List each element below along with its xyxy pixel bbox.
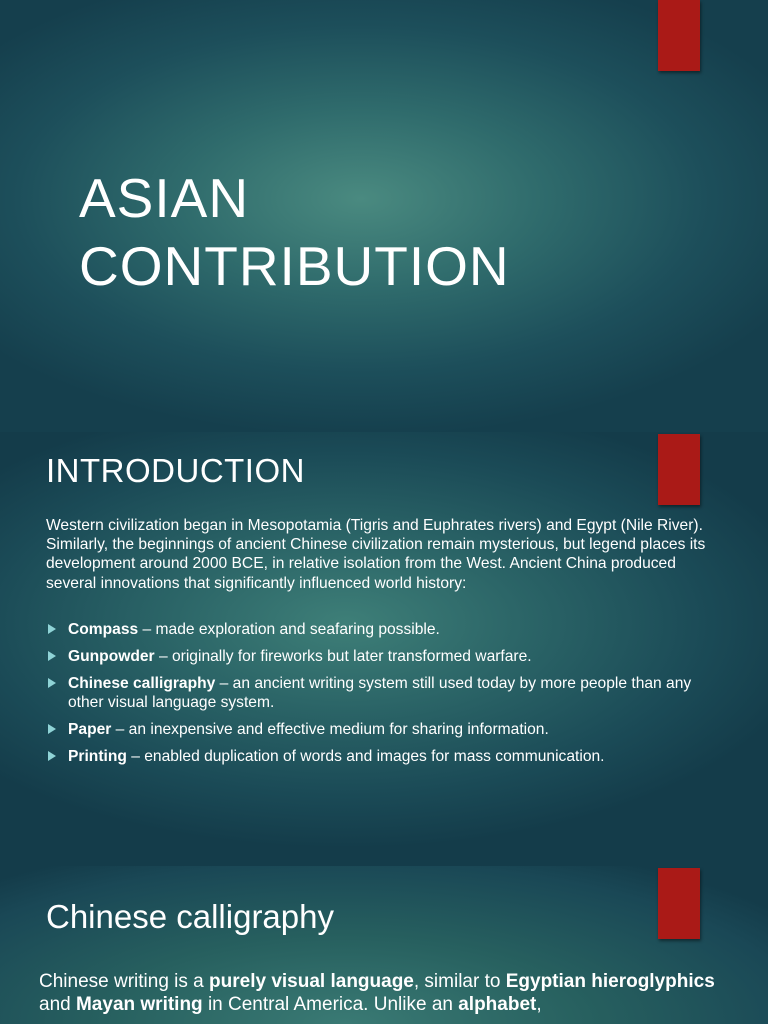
bullet-term: Compass: [68, 621, 139, 638]
calligraphy-paragraph: [39, 970, 729, 1016]
bullet-desc: – an ancient writing system still used today by more people than any other visual language system.: [68, 675, 692, 711]
bullet-desc: – enabled duplication of words and images for mass communication.: [126, 748, 605, 765]
bullet-arrow-icon: [48, 751, 56, 761]
list-item: [46, 647, 716, 666]
bullet-arrow-icon: [48, 678, 56, 688]
slide-heading: Chinese calligraphy: [46, 898, 334, 935]
list-item: [46, 674, 716, 712]
slide-chinese-calligraphy: [0, 866, 768, 1024]
bullet-term: Chinese calligraphy: [68, 675, 216, 692]
bullet-desc: – made exploration and seafaring possible.: [138, 621, 440, 638]
bullet-desc: – an inexpensive and effective medium for sharing information.: [111, 721, 549, 738]
list-item: [46, 747, 716, 766]
innovation-list: [46, 620, 716, 774]
bullet-term: Paper: [68, 721, 112, 738]
accent-bar: [658, 434, 700, 505]
list-item: [46, 720, 716, 739]
text-run: Chinese writing is a: [39, 971, 210, 992]
text-run: and: [39, 994, 76, 1015]
bullet-arrow-icon: [48, 624, 56, 634]
accent-bar: [658, 0, 700, 71]
accent-bar: [658, 868, 700, 939]
bullet-term: Gunpowder: [68, 648, 155, 665]
intro-paragraph: Western civilization began in Mesopotamia (Tigris and Euphrates rivers) and Egypt (Nile River). Similarly, the beginnings of ancient Chinese civilization remain mysterious, but legend places its development around 2000 BCE, in relative isolation from the West. Ancient China produced several innovations that significantly influenced world history:: [46, 517, 706, 592]
bold-term: Mayan writing: [75, 994, 203, 1015]
slide-heading: INTRODUCTION: [46, 452, 305, 489]
slide-title: [0, 0, 768, 432]
bold-term: purely visual language: [209, 971, 414, 992]
text-run: ,: [536, 994, 542, 1015]
bullet-arrow-icon: [48, 724, 56, 734]
bullet-desc: – originally for fireworks but later transformed warfare.: [154, 648, 532, 665]
bold-term: alphabet: [458, 994, 537, 1015]
title-line-2: CONTRIBUTION: [79, 235, 510, 297]
bullet-arrow-icon: [48, 651, 56, 661]
text-run: , similar to: [413, 971, 506, 992]
presentation-title: [79, 164, 510, 300]
bold-term: Egyptian hieroglyphics: [505, 971, 715, 992]
bullet-term: Printing: [68, 748, 127, 765]
list-item: [46, 620, 716, 639]
text-run: in Central America. Unlike an: [202, 994, 459, 1015]
title-line-1: ASIAN: [79, 167, 250, 229]
slide-introduction: [0, 432, 768, 866]
